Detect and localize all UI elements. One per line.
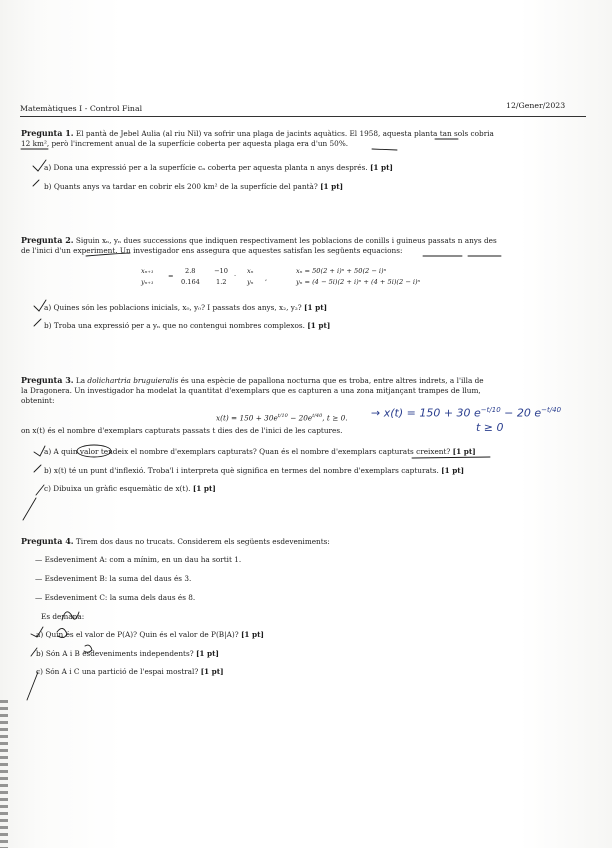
q4-a-label: a)	[36, 630, 44, 639]
stroke-q4c	[27, 672, 38, 700]
underline-capturats-creixent	[412, 457, 490, 458]
tick-q3c	[36, 485, 44, 495]
q4-event-a: — Esdeveniment A: com a mínim, en un dau ha sortit 1.	[35, 555, 242, 564]
q2-text-l2: de l'inici d'un experiment. Un investigador ens assegura que aquestes satisfan les següents equacions:	[21, 246, 403, 255]
q2-b-points: [1 pt]	[307, 321, 331, 330]
q3-a-points: [1 pt]	[452, 447, 476, 456]
q4-title: Pregunta 4.	[21, 536, 74, 546]
tick-q1a	[33, 160, 46, 171]
q2-a-text: Quines són les poblacions inicials, x₀, y₀? I passats dos anys, x₂, y₂?	[53, 303, 302, 312]
q3-text-l1b: és una espècie de papallona nocturna que es troba, entre altres indrets, a l'illa de	[180, 376, 484, 385]
q4-event-c: — Esdeveniment C: la suma dels daus és 8.	[35, 593, 196, 602]
q4-a-points: [1 pt]	[240, 630, 264, 639]
q1-b-text: Quants anys va tardar en cobrir els 200 km² de la superfície del pantà?	[53, 182, 318, 191]
tick-q1b	[33, 180, 39, 186]
q3-c-points: [1 pt]	[192, 484, 216, 493]
q1-b-points: [1 pt]	[320, 182, 344, 191]
q2-title: Pregunta 2.	[21, 235, 74, 245]
tick-q4a	[31, 627, 43, 637]
q2-rhs-y: yₙ	[247, 278, 254, 286]
q4-a-text: Quin és el valor de P(A)? Quin és el valor de P(B|A)?	[45, 630, 239, 639]
q3-formula-exp2: t/40	[312, 413, 323, 419]
q2-comma: ,	[265, 274, 268, 282]
underline-50pct	[372, 149, 397, 150]
q2-b-label: b)	[44, 321, 52, 330]
q2-mat-21: 0.164	[181, 278, 200, 286]
q2-a-points: [1 pt]	[304, 303, 328, 312]
q3-formula-mid: − 20e	[287, 413, 313, 423]
q2-dot: ·	[234, 272, 237, 280]
q2-rhs-x: xₙ	[247, 267, 254, 275]
q3-hand-exp1: −t/10	[480, 406, 501, 414]
q4-text-l1: Tirem dos daus no trucats. Considerem els següents esdeveniments:	[75, 537, 330, 546]
tick-q3b	[34, 465, 41, 472]
q3-hand-mid: − 20 e	[500, 406, 542, 420]
q3-c-label: c)	[44, 484, 51, 493]
circle-tendeix	[77, 445, 111, 457]
q2-system-eq2: yₙ = (4 − 5i)(2 + i)ⁿ + (4 + 5i)(2 − i)ⁿ	[296, 278, 421, 286]
q2-a-label: a)	[44, 303, 52, 312]
q3-b-label: b)	[44, 466, 52, 475]
q3-b-points: [1 pt]	[441, 466, 465, 475]
scribble-b	[84, 645, 92, 652]
q3-formula-exp1: t/10	[277, 413, 288, 419]
q4-b-points: [1 pt]	[195, 649, 219, 658]
q2-mat-22: 1.2	[216, 278, 227, 286]
q3-hand-exp2: −t/40	[541, 406, 562, 414]
underline-experiment	[86, 253, 130, 256]
scribble-es	[57, 628, 67, 637]
stroke-q3c	[23, 498, 36, 520]
q1-text-l1: El pantà de Jebel Aulia (al riu Nil) va sofrir una plaga de jacints aquàtics. El 1958, aquesta planta tan sols cobria	[75, 129, 494, 138]
q3-a-label: a)	[44, 447, 52, 456]
q3-formula-main: x(t) = 150 + 30e	[216, 413, 278, 423]
q3-species: dolichartria bruguieralis	[87, 376, 179, 385]
q1-title: Pregunta 1.	[21, 128, 74, 138]
q2-lhs-y: yₙ₊₁	[141, 278, 154, 286]
q3-hand-main: → x(t) = 150 + 30 e	[371, 406, 481, 420]
course-title: Matemàtiques I - Control Final	[20, 104, 143, 113]
exam-date: 12/Gener/2023	[506, 101, 566, 110]
q2-mat-11: 2.8	[185, 267, 196, 275]
q1-a-text: Dona una expressió per a la superfície cₙ coberta per aquesta planta n anys després.	[53, 163, 368, 172]
q2-system-eq1: xₙ = 50(2 + i)ⁿ + 50(2 − i)ⁿ	[296, 267, 387, 275]
q3-text-l3: obtenint:	[21, 396, 55, 405]
q3-a-text: A quin valor tendeix el nombre d'exemplars capturats? Quan és el nombre d'exemplars capturats creixent?	[53, 447, 451, 456]
q3-hand-condition: t ≥ 0	[476, 421, 504, 434]
q3-text-l4: on x(t) és el nombre d'exemplars capturats passats t dies des de l'inici de les captures.	[21, 426, 343, 435]
q4-b-label: b)	[36, 649, 44, 658]
q4-event-b: — Esdeveniment B: la suma del daus és 3.	[35, 574, 192, 583]
scribble-demana	[62, 612, 79, 620]
q1-text-l2: 12 km², però l'increment anual de la superfície coberta per aquesta plaga era d'un 50%.	[21, 139, 349, 148]
q3-b-text: x(t) té un punt d'inflexió. Troba'l i interpreta què significa en termes del nombre d'exemplars capturats.	[53, 466, 439, 475]
q2-b-text: Troba una expressió per a yₙ que no contengui nombres complexos.	[53, 321, 305, 330]
q1-a-label: a)	[44, 163, 52, 172]
q3-text-l1a: La	[75, 376, 86, 385]
q2-text-l1: Siguin xₙ, yₙ dues successions que indiquen respectivament les poblacions de conills i guineus passats n anys des	[75, 236, 497, 245]
q2-lhs-x: xₙ₊₁	[141, 267, 154, 275]
tick-q2a	[34, 300, 46, 311]
binder-holes	[0, 700, 8, 848]
q3-formula-end: , t ≥ 0.	[322, 413, 348, 423]
q4-c-points: [1 pt]	[200, 667, 224, 676]
q4-b-text: Són A i B esdeveniments independents?	[45, 649, 194, 658]
tick-q2b	[34, 319, 41, 326]
q4-c-text: Són A i C una partició de l'espai mostral?	[45, 667, 199, 676]
q4-asks: Es demana:	[41, 612, 85, 621]
q4-c-label: c)	[36, 667, 43, 676]
tick-q3a	[34, 446, 45, 456]
q3-text-l2: la Dragonera. Un investigador ha modelat la quantitat d'exemplars que es capturen a una zona mitjançant trampes de llum,	[21, 386, 481, 395]
q3-c-text: Dibuixa un gràfic esquemàtic de x(t).	[53, 484, 191, 493]
q3-title: Pregunta 3.	[21, 375, 74, 385]
q2-mat-12: −10	[214, 267, 228, 275]
q1-a-points: [1 pt]	[369, 163, 393, 172]
q1-b-label: b)	[44, 182, 52, 191]
tick-q4b	[31, 648, 37, 656]
q2-equals: =	[168, 272, 174, 280]
